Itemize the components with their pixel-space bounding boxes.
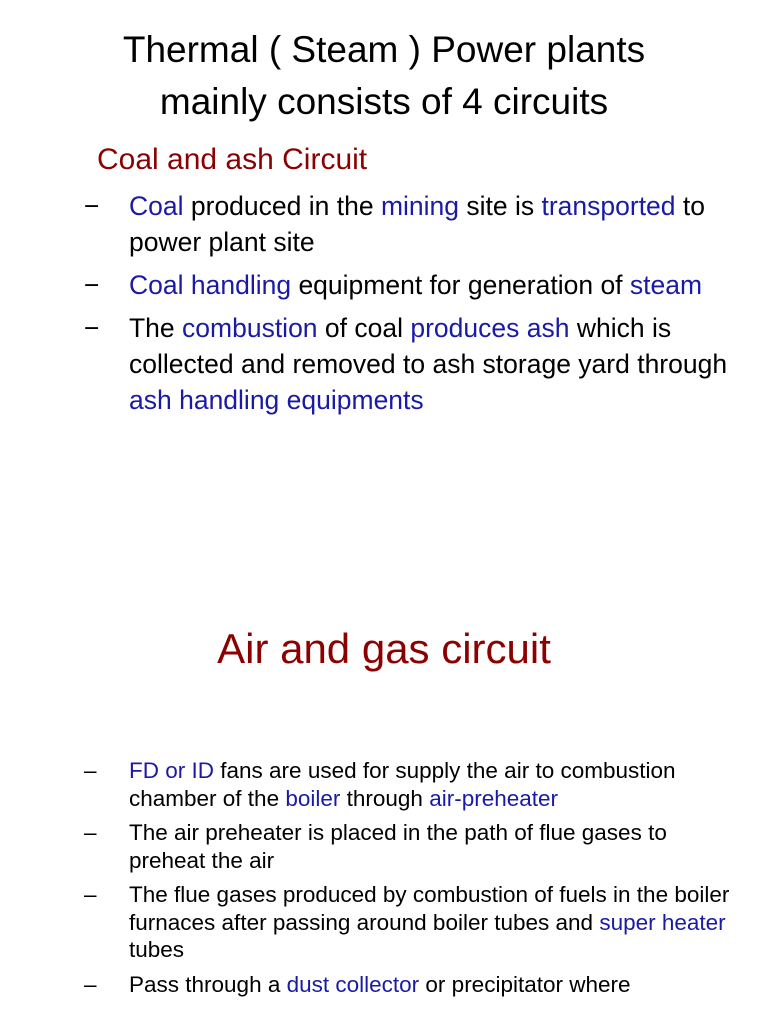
air-gas-bullet-list	[84, 757, 744, 1005]
list-item	[84, 819, 744, 874]
bullet-text	[129, 972, 631, 997]
highlighted-term: produces ash	[410, 313, 570, 343]
bullet-text-segment: Pass through a	[129, 971, 287, 997]
highlighted-term: dust collector	[286, 971, 420, 997]
list-item	[84, 310, 744, 418]
coal-ash-bullet-list	[84, 188, 744, 425]
bullet-text-segment: of coal	[317, 313, 411, 343]
air-gas-circuit-heading: Air and gas circuit	[217, 625, 551, 672]
bullet-dash: −	[84, 191, 100, 221]
highlighted-term: FD or ID	[129, 758, 215, 783]
list-item	[84, 881, 744, 964]
highlighted-term: ash handling equipments	[129, 385, 424, 415]
bullet-text	[129, 270, 702, 300]
bullet-dash: –	[84, 971, 97, 997]
highlighted-term: steam	[629, 270, 703, 300]
bullet-dash: −	[84, 313, 100, 343]
bullet-text-segment: which is collected and removed to ash storage yard through	[129, 313, 728, 379]
page-title-line-2: mainly consists of 4 circuits	[159, 81, 609, 122]
bullet-text-segment: produced in the	[183, 191, 381, 221]
bullet-text	[129, 882, 729, 962]
bullet-text	[129, 820, 667, 873]
bullet-dash: –	[84, 882, 97, 907]
bullet-text-segment: through	[340, 785, 430, 811]
coal-ash-circuit-heading: Coal and ash Circuit	[97, 143, 368, 176]
list-item	[84, 188, 744, 260]
bullet-dash: –	[84, 758, 97, 783]
page-title-line-1: Thermal ( Steam ) Power plants	[122, 29, 646, 70]
bullet-text	[129, 191, 705, 257]
bullet-text-segment: to power plant site	[129, 191, 706, 257]
list-item	[84, 267, 744, 303]
highlighted-term: Coal handling	[129, 270, 292, 300]
bullet-text-segment: The	[129, 313, 183, 343]
bullet-text	[129, 758, 676, 811]
bullet-dash: –	[84, 820, 97, 845]
highlighted-term: Coal	[129, 191, 184, 221]
bullet-dash: −	[84, 270, 100, 300]
bullet-text-segment: equipment for generation of	[291, 270, 630, 300]
bullet-text-segment: The air preheater is placed in the path of flue gases to preheat the air	[129, 820, 667, 873]
bullet-text-segment: or precipitator where	[419, 971, 631, 997]
bullet-text-segment: The flue gases produced by combustion of fuels in the boiler furnaces after passing around boiler tubes and	[129, 882, 730, 935]
highlighted-term: combustion	[182, 313, 318, 343]
highlighted-term: mining	[380, 191, 460, 221]
highlighted-term: air-preheater	[429, 785, 559, 811]
list-item	[84, 757, 744, 812]
highlighted-term: transported	[541, 191, 676, 221]
bullet-text-segment: fans are used for supply the air to combustion chamber of the	[129, 758, 676, 811]
list-item	[84, 971, 744, 999]
highlighted-term: boiler	[285, 785, 341, 811]
bullet-text-segment: tubes	[129, 937, 185, 962]
bullet-text	[129, 313, 727, 415]
highlighted-term: super heater	[599, 909, 726, 935]
bullet-text-segment: site is	[459, 191, 542, 221]
page-title	[0, 24, 768, 128]
